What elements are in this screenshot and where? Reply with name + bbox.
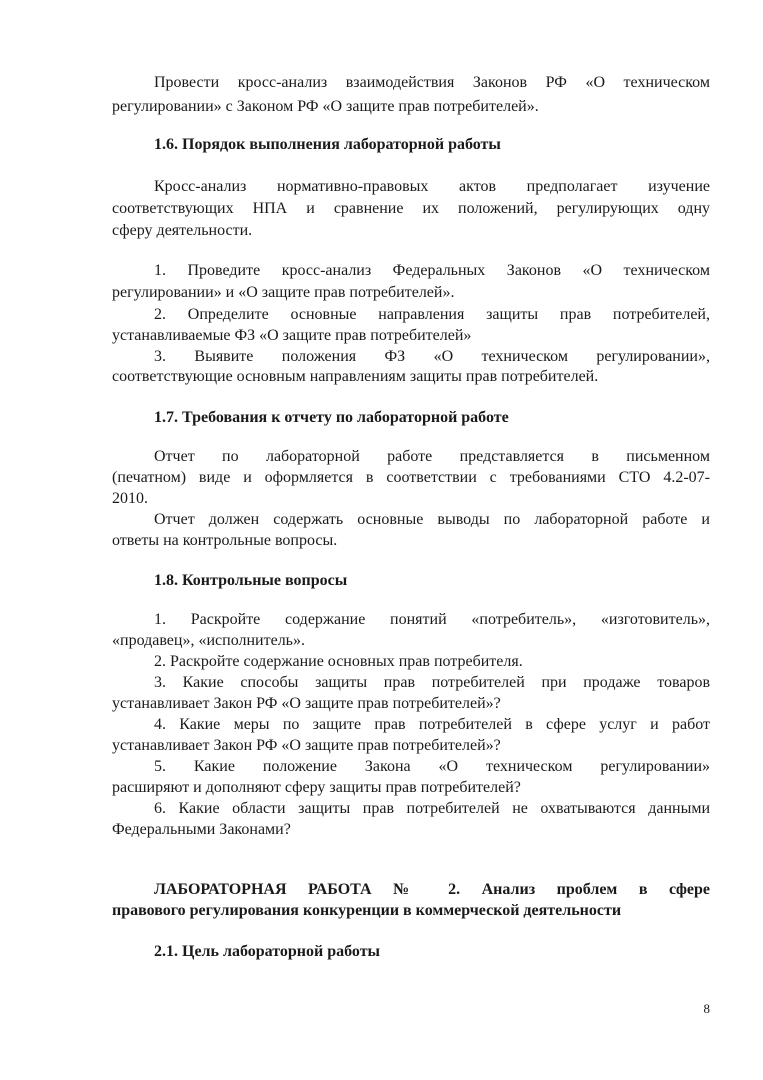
- s16-item-1-line-1: 1. Проведите кросс-анализ Федеральных Законов «О техническом: [154, 262, 710, 279]
- s18-line-3: 2. Раскройте содержание основных прав потребителя.: [154, 653, 523, 670]
- s18-line-1: 1. Раскройте содержание понятий «потребитель», «изготовитель»,: [154, 611, 710, 628]
- section-2-1-heading: 2.1. Цель лабораторной работы: [154, 943, 381, 960]
- s16-item-2-line-2: устанавливаемые ФЗ «О защите прав потребителей»: [112, 327, 472, 344]
- s16-item-3-line-2: соответствующие основным направлениям защиты прав потребителей.: [112, 368, 599, 385]
- lab2-title-line-1: ЛАБОРАТОРНАЯ РАБОТА № 2. Анализ проблем в сфере: [154, 881, 710, 898]
- s18-line-2: «продавец», «исполнитель».: [112, 632, 305, 649]
- s17-line-3: 2010.: [112, 490, 148, 507]
- s16-item-3-line-1: 3. Выявите положения ФЗ «О техническом регулировании»,: [154, 348, 710, 365]
- s18-line-4: 3. Какие способы защиты прав потребителей при продаже товаров: [154, 674, 710, 691]
- section-1-7-heading: 1.7. Требования к отчету по лабораторной работе: [154, 409, 509, 426]
- s18-line-7: устанавливает Закон РФ «О защите прав потребителей»?: [112, 737, 501, 754]
- section-1-8-heading: 1.8. Контрольные вопросы: [154, 572, 348, 589]
- s16-p1-line-1: Кросс-анализ нормативно-правовых актов предполагает изучение: [154, 178, 710, 195]
- s16-p1-line-2: соответствующих НПА и сравнение их положений, регулирующих одну: [112, 200, 710, 217]
- s16-item-1-line-2: регулировании» и «О защите прав потребителей».: [112, 284, 455, 301]
- intro-line-2: регулировании» с Законом РФ «О защите прав потребителей».: [112, 98, 539, 115]
- s17-line-2: (печатном) виде и оформляется в соответствии с требованиями СТО 4.2-07-: [112, 469, 710, 486]
- s18-line-9: расширяют и дополняют сферу защиты прав потребителей?: [112, 779, 521, 796]
- intro-line-1: Провести кросс-анализ взаимодействия Законов РФ «О техническом: [154, 74, 710, 91]
- section-1-6-heading: 1.6. Порядок выполнения лабораторной работы: [154, 136, 501, 153]
- page-number: 8: [703, 1001, 710, 1016]
- s17-line-4: Отчет должен содержать основные выводы по лабораторной работе и: [154, 511, 710, 528]
- s18-line-6: 4. Какие меры по защите прав потребителей в сфере услуг и работ: [154, 716, 710, 733]
- s16-p1-line-3: сферу деятельности.: [112, 222, 253, 239]
- s18-line-11: Федеральными Законами?: [112, 821, 291, 838]
- s17-line-1: Отчет по лабораторной работе представляется в письменном: [154, 448, 710, 465]
- s18-line-8: 5. Какие положение Закона «О техническом регулировании»: [154, 758, 710, 775]
- lab2-title-line-2: правового регулирования конкуренции в коммерческой деятельности: [112, 902, 622, 919]
- s16-item-2-line-1: 2. Определите основные направления защиты прав потребителей,: [154, 306, 710, 323]
- s17-line-5: ответы на контрольные вопросы.: [112, 532, 338, 549]
- s18-line-10: 6. Какие области защиты прав потребителей не охватываются данными: [154, 800, 710, 817]
- s18-line-5: устанавливает Закон РФ «О защите прав потребителей»?: [112, 695, 501, 712]
